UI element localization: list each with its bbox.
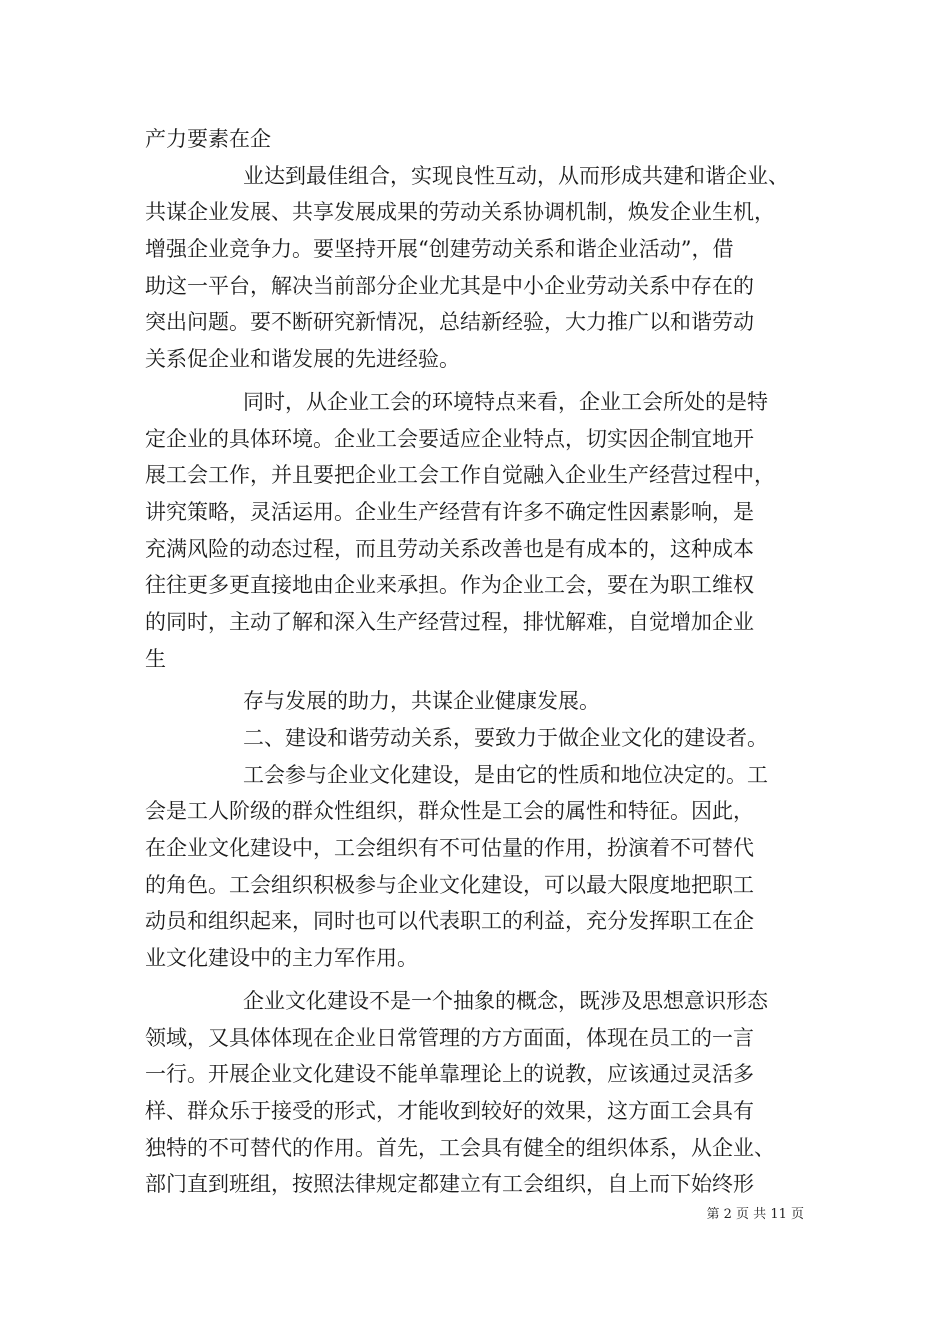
text-line: 往往更多更直接地由企业来承担。作为企业工会，要在为职工维权 (145, 573, 754, 598)
text-line: 部门直到班组，按照法律规定都建立有工会组织，自上而下始终形 (145, 1172, 754, 1197)
text-line: 会是工人阶级的群众性组织，群众性是工会的属性和特征。因此， (145, 799, 754, 824)
text-line: 产力要素在企 (145, 127, 271, 151)
text-line: 定企业的具体环境。企业工会要适应企业特点，切实因企制宜地开 (145, 426, 754, 451)
text-line: 助这一平台，解决当前部分企业尤其是中小企业劳动关系中存在的 (145, 273, 754, 298)
text-line: 的角色。工会组织积极参与企业文化建设，可以最大限度地把职工 (145, 872, 754, 897)
text-line: 突出问题。要不断研究新情况，总结新经验，大力推广以和谐劳动 (145, 310, 754, 335)
text-line: 动员和组织起来，同时也可以代表职工的利益，充分发挥职工在企 (145, 909, 754, 934)
text-line: 展工会工作，并且要把企业工会工作自觉融入企业生产经营过程中， (145, 463, 775, 488)
text-line: 的同时，主动了解和深入生产经营过程，排忧解难，自觉增加企业 (145, 609, 754, 634)
text-line: 样、群众乐于接受的形式，才能收到较好的效果，这方面工会具有 (145, 1098, 754, 1123)
text-line: 生 (145, 646, 166, 671)
text-line: 增强企业竞争力。要坚持开展“创建劳动关系和谐企业活动”，借 (145, 237, 734, 262)
text-line: 关系促企业和谐发展的先进经验。 (145, 347, 460, 372)
text-line: 二、建设和谐劳动关系，要致力于做企业文化的建设者。 (243, 726, 768, 750)
text-line: 一行。开展企业文化建设不能单靠理论上的说教，应该通过灵活多 (145, 1062, 754, 1087)
text-line: 企业文化建设不是一个抽象的概念，既涉及思想意识形态 (243, 988, 768, 1013)
text-line: 讲究策略，灵活运用。企业生产经营有许多不确定性因素影响，是 (145, 499, 754, 524)
text-line: 同时，从企业工会的环境特点来看，企业工会所处的是特 (243, 389, 768, 414)
text-line: 领域，又具体体现在企业日常管理的方方面面，体现在员工的一言 (145, 1025, 754, 1050)
text-line: 业文化建设中的主力军作用。 (145, 946, 418, 971)
text-line: 充满风险的动态过程，而且劳动关系改善也是有成本的，这种成本 (145, 536, 754, 561)
body-text (145, 121, 815, 1203)
text-line: 共谋企业发展、共享发展成果的劳动关系协调机制，焕发企业生机， (145, 200, 775, 225)
page-footer: 第 2 页 共 11 页 (706, 1207, 804, 1222)
text-line: 在企业文化建设中，工会组织有不可估量的作用，扮演着不可替代 (145, 836, 754, 861)
text-line: 存与发展的助力，共谋企业健康发展。 (243, 689, 600, 714)
text-line: 业达到最佳组合，实现良性互动，从而形成共建和谐企业、 (243, 163, 789, 188)
text-line: 工会参与企业文化建设，是由它的性质和地位决定的。工 (243, 762, 768, 787)
text-line: 独特的不可替代的作用。首先，工会具有健全的组织体系，从企业、 (145, 1135, 775, 1160)
